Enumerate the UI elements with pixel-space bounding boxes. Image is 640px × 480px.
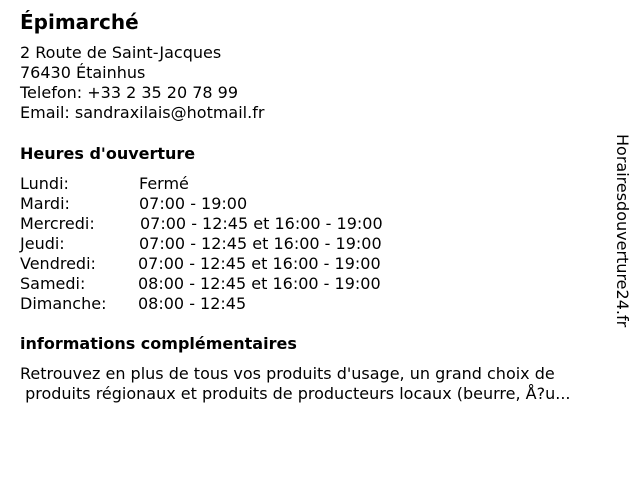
day-label: Dimanche: xyxy=(20,294,107,313)
watermark-text: Horairesdouverture24.fr xyxy=(613,134,632,328)
phone-number: Telefon: +33 2 35 20 78 99 xyxy=(20,83,239,102)
info-line-1: Retrouvez en plus de tous vos produits d'usage, un grand choix de xyxy=(20,364,555,383)
time-value: Fermé xyxy=(139,174,189,193)
time-value: 08:00 - 12:45 et 16:00 - 19:00 xyxy=(138,274,381,293)
opening-hours-heading: Heures d'ouverture xyxy=(20,144,196,163)
time-value: 07:00 - 12:45 et 16:00 - 19:00 xyxy=(138,254,381,273)
time-value: 07:00 - 12:45 et 16:00 - 19:00 xyxy=(140,214,383,233)
day-label: Jeudi: xyxy=(20,234,65,253)
site-watermark xyxy=(612,134,632,344)
day-label: Lundi: xyxy=(20,174,69,193)
time-value: 07:00 - 12:45 et 16:00 - 19:00 xyxy=(139,234,382,253)
address-city: 76430 Étainhus xyxy=(20,63,146,82)
time-value: 08:00 - 12:45 xyxy=(138,294,247,313)
day-label: Vendredi: xyxy=(20,254,96,273)
day-label: Mardi: xyxy=(20,194,70,213)
store-name: Épimarché xyxy=(20,10,139,34)
address-street: 2 Route de Saint-Jacques xyxy=(20,43,222,62)
store-contact xyxy=(20,43,264,123)
additional-info-text xyxy=(20,364,571,404)
day-label: Samedi: xyxy=(20,274,86,293)
day-label: Mercredi: xyxy=(20,214,95,233)
info-line-2: produits régionaux et produits de producteurs locaux (beurre, Å?u... xyxy=(20,384,571,403)
time-value: 07:00 - 19:00 xyxy=(139,194,248,213)
additional-info-heading: informations complémentaires xyxy=(20,334,297,353)
email-address: Email: sandraxilais@hotmail.fr xyxy=(20,103,265,122)
